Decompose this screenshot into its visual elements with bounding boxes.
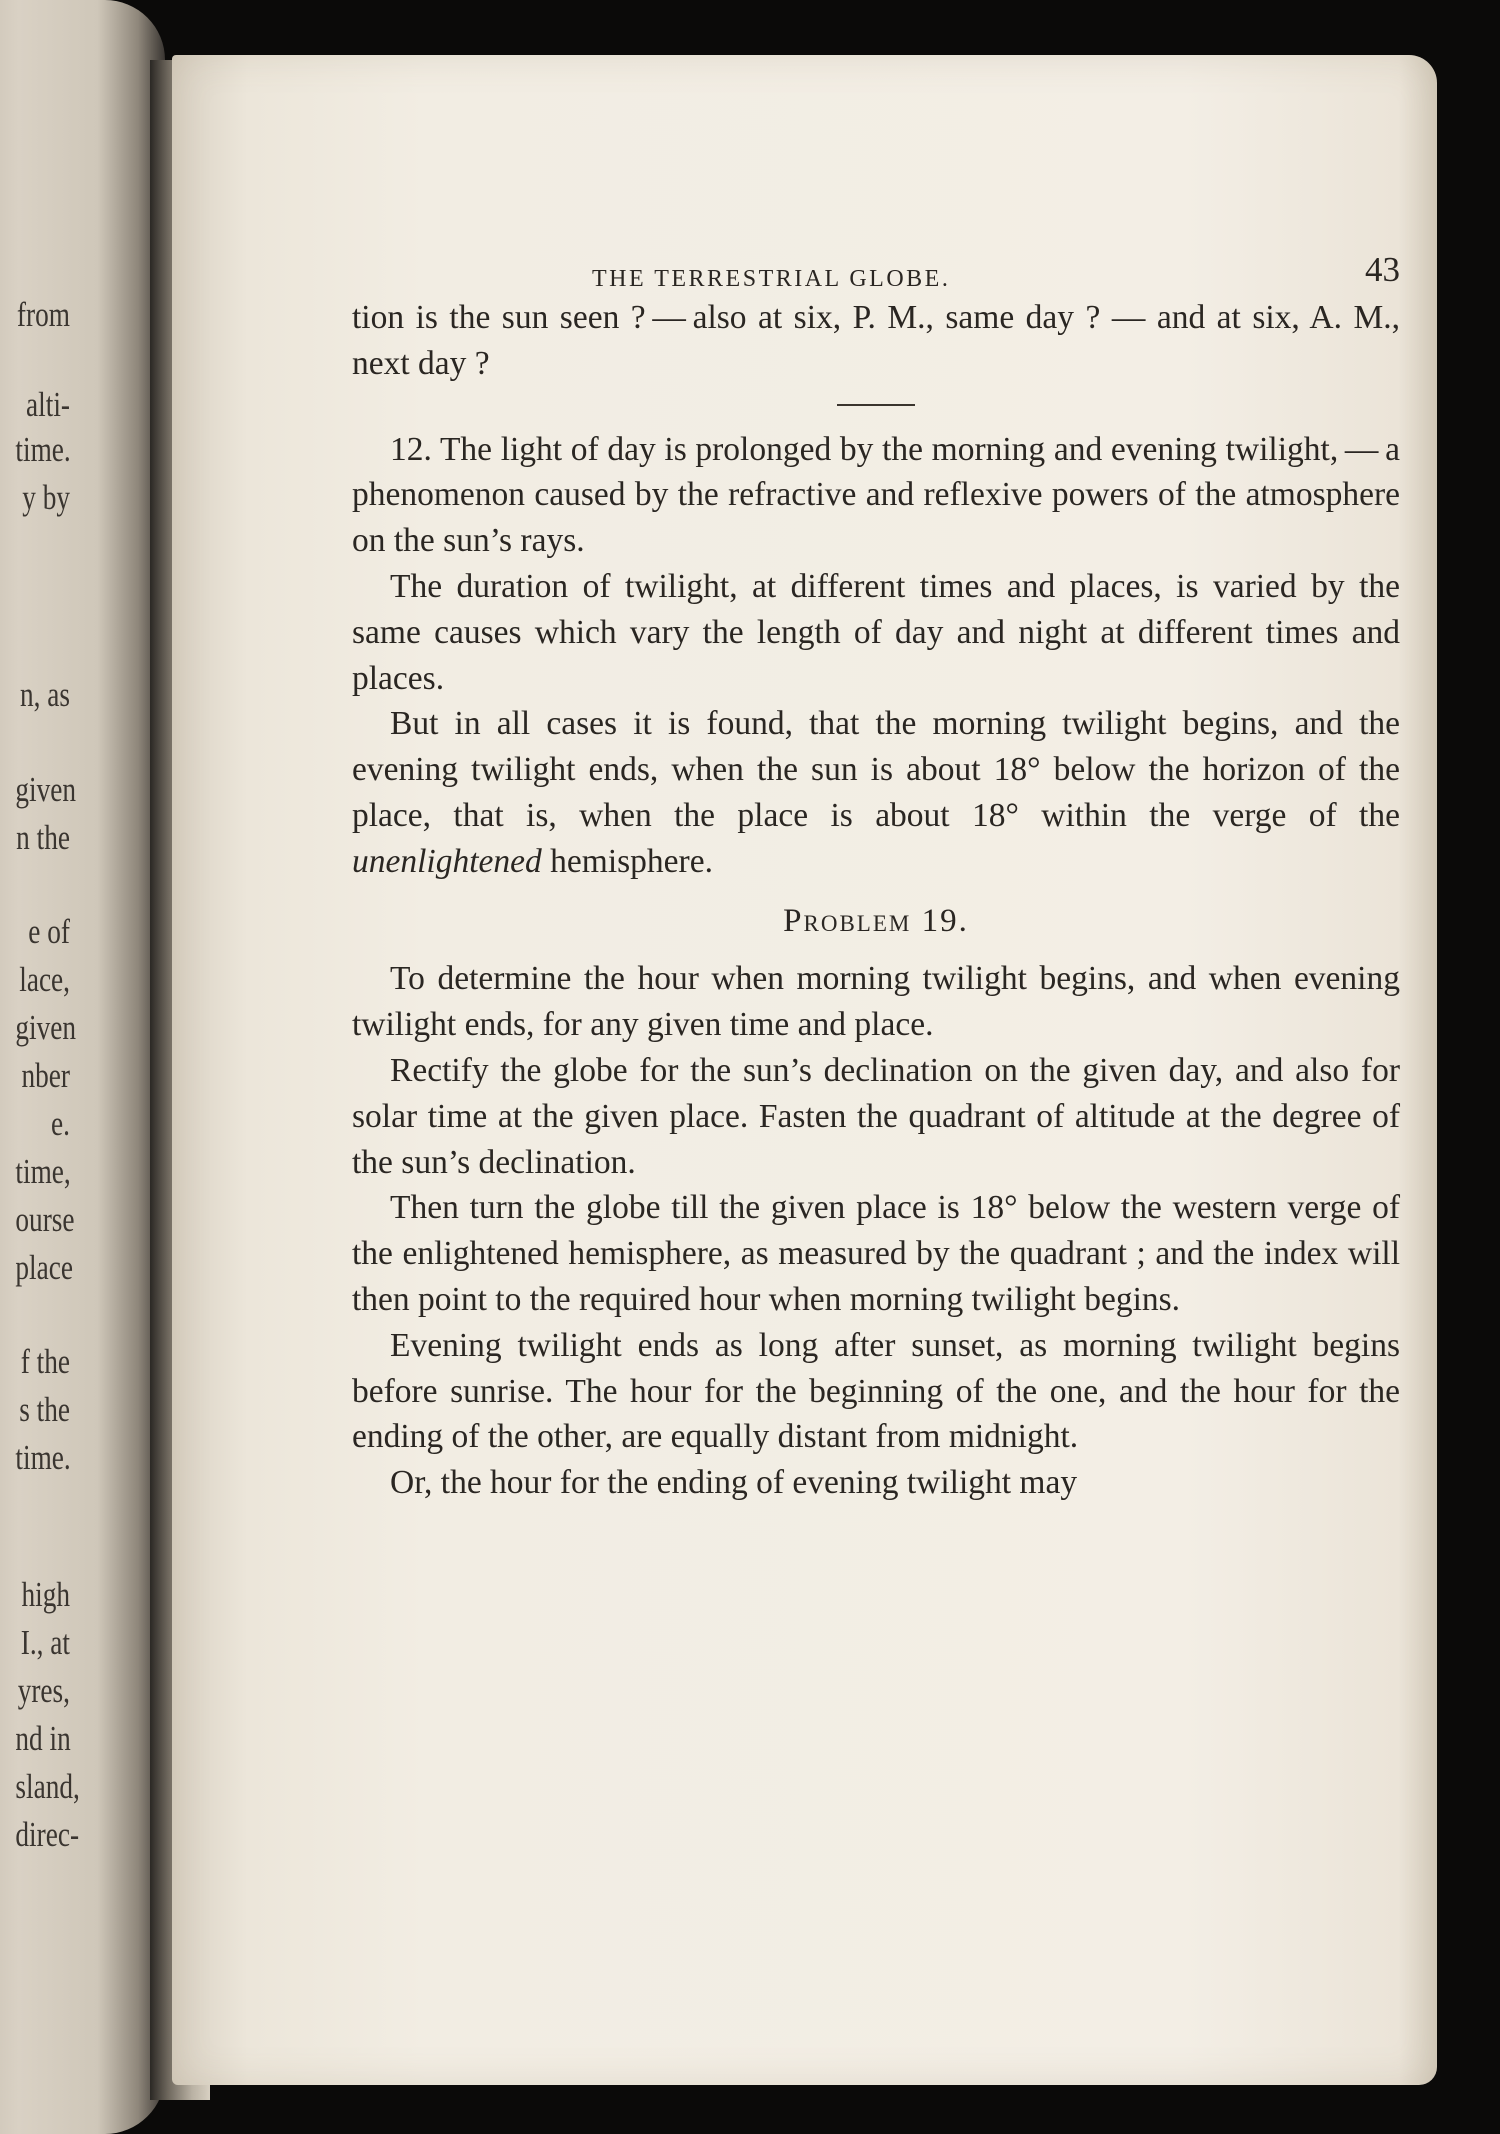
paragraph-cases-end: hemisphere. <box>541 842 713 880</box>
left-page-fragment: alti- <box>26 385 70 424</box>
running-head <box>352 245 1400 295</box>
page-number: 43 <box>1365 250 1400 289</box>
problem-statement: To determine the hour when morning twilight begins, and when evening twilight ends, for any given time and place. <box>352 960 1400 1044</box>
paragraph-12: 12. The light of day is prolonged by the morning and evening twilight, — a phenomenon caused by the refractive and reflexive powers of the atmosphere on the sun’s rays. <box>352 430 1400 560</box>
left-page-fragment: direc- <box>15 1815 80 1854</box>
paragraph-rectify: Rectify the globe for the sun’s declination on the given day, and also for solar time at the given place. Fasten the quadrant of altitude at the degree of the sun’s declination. <box>352 1051 1400 1181</box>
running-title: THE TERRESTRIAL GLOBE. <box>592 266 951 292</box>
left-page-fragment: from <box>16 295 70 334</box>
left-page-fragment: lace, <box>19 960 70 999</box>
paragraph-duration: The duration of twilight, at different times and places, is varied by the same causes which vary the length of day and night at different times and places. <box>352 567 1400 697</box>
left-page-fragment: time. <box>15 430 71 469</box>
left-page-fragment: place <box>15 1248 73 1287</box>
left-page-fragment: I., at <box>20 1623 71 1662</box>
paragraph-evening: Evening twilight ends as long after sunset, as morning twilight begins before sunrise. The hour for the beginning of the one, and the hour for the ending of the other, are equally distant from midnight. <box>352 1326 1400 1456</box>
left-page-fragment: s the <box>19 1390 70 1429</box>
left-page-fragment: given <box>15 1008 77 1047</box>
left-page-fragment: ourse <box>15 1200 75 1239</box>
left-page-fragment: n, as <box>19 675 70 714</box>
continuation-paragraph: tion is the sun seen ? — also at six, P. M., same day ? — and at six, A. M., next day ? <box>352 299 1400 382</box>
paragraph-or: Or, the hour for the ending of evening twilight may <box>390 1464 1078 1502</box>
left-page-fragment: y by <box>22 478 70 517</box>
left-page-fragment: sland, <box>15 1767 80 1806</box>
left-page-fragment: given <box>15 770 77 809</box>
paragraph-cases <box>352 701 1400 884</box>
left-page-fragment: nd in <box>15 1719 71 1758</box>
left-page-fragment: e of <box>28 912 70 951</box>
paragraph-cases-text: But in all cases it is found, that the morning twilight begins, and the evening twilight ends, when the sun is about 18° below the horizon of the place, that is, when the place is about 18° within the verge of the <box>352 705 1400 834</box>
problem-heading: Problem 19. <box>783 902 969 939</box>
paragraph-turn: Then turn the globe till the given place is 18° below the western verge of the enlightened hemisphere, as measured by the quadrant ; and the index will then point to the required hour when morning twilight begins. <box>352 1189 1400 1318</box>
page-text <box>352 245 1400 1506</box>
left-page-fragment: high <box>21 1575 70 1614</box>
left-page-fragment: n the <box>16 818 70 857</box>
right-page <box>172 55 1437 2085</box>
left-page-fragment: time. <box>15 1438 71 1477</box>
left-page-fragment: e. <box>51 1104 70 1143</box>
left-page-fragment: nber <box>21 1056 70 1095</box>
left-page-fragment: time, <box>15 1152 71 1191</box>
section-divider <box>837 404 915 406</box>
left-page-fragment: yres, <box>17 1671 70 1710</box>
left-page-margin-text <box>0 0 150 2134</box>
left-page-fragment: f the <box>20 1342 71 1381</box>
italic-unenlightened: unenlightened <box>352 842 542 880</box>
